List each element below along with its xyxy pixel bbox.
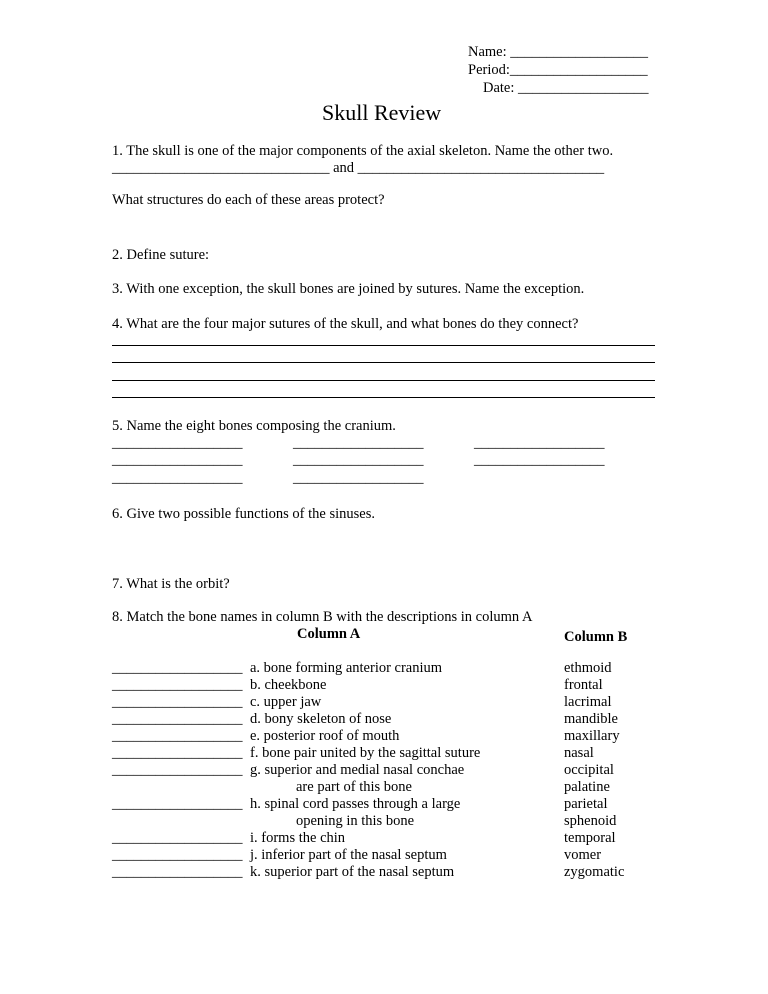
question-2: 2. Define suture:	[112, 247, 210, 263]
question-7: 7. What is the orbit?	[112, 576, 230, 592]
answer-line[interactable]	[112, 362, 655, 363]
bone-name: vomer	[564, 847, 602, 863]
bone-name: frontal	[564, 677, 603, 693]
column-b-heading: Column B	[564, 629, 628, 645]
bone-name: parietal	[564, 796, 608, 812]
cranium-blank[interactable]: __________________	[293, 470, 424, 486]
bone-name: mandible	[564, 711, 618, 727]
description-item: g. superior and medial nasal conchae	[250, 762, 465, 778]
match-blank-j[interactable]: __________________	[112, 847, 243, 863]
description-item: h. spinal cord passes through a large	[250, 796, 461, 812]
match-blank-b[interactable]: __________________	[112, 677, 243, 693]
description-item: a. bone forming anterior cranium	[250, 660, 443, 676]
question-1: 1. The skull is one of the major components of the axial skeleton. Name the other two.	[112, 143, 614, 159]
bone-name: ethmoid	[564, 660, 612, 676]
bone-name: temporal	[564, 830, 616, 846]
match-blank-e[interactable]: __________________	[112, 728, 243, 744]
match-blank-a[interactable]: __________________	[112, 660, 243, 676]
description-item: k. superior part of the nasal septum	[250, 864, 455, 880]
description-item: f. bone pair united by the sagittal suture	[250, 745, 481, 761]
answer-line[interactable]	[112, 345, 655, 346]
cranium-blank[interactable]: __________________	[112, 470, 243, 486]
description-item: j. inferior part of the nasal septum	[250, 847, 447, 863]
bone-name: sphenoid	[564, 813, 617, 829]
bone-name: palatine	[564, 779, 610, 795]
match-blank-k[interactable]: __________________	[112, 864, 243, 880]
bone-name: maxillary	[564, 728, 620, 744]
description-item: c. upper jaw	[250, 694, 322, 710]
cranium-blank[interactable]: __________________	[112, 435, 243, 451]
match-blank-f[interactable]: __________________	[112, 745, 243, 761]
bone-name: occipital	[564, 762, 614, 778]
question-1-blanks[interactable]: ______________________________ and __________________________________	[112, 160, 605, 176]
cranium-blank[interactable]: __________________	[474, 452, 605, 468]
question-8: 8. Match the bone names in column B with the descriptions in column A	[112, 609, 533, 625]
bone-name: lacrimal	[564, 694, 612, 710]
column-a-heading: Column A	[297, 626, 361, 642]
question-3: 3. With one exception, the skull bones are joined by sutures. Name the exception.	[112, 281, 585, 297]
date-field[interactable]: Date: __________________	[483, 80, 649, 96]
description-item-continued: opening in this bone	[296, 813, 415, 829]
description-item: b. cheekbone	[250, 677, 327, 693]
bone-name: zygomatic	[564, 864, 625, 880]
answer-line[interactable]	[112, 397, 655, 398]
match-blank-g[interactable]: __________________	[112, 762, 243, 778]
page-title: Skull Review	[322, 100, 442, 125]
cranium-blank[interactable]: __________________	[474, 435, 605, 451]
question-1-followup: What structures do each of these areas protect?	[112, 192, 385, 208]
cranium-blank[interactable]: __________________	[293, 435, 424, 451]
question-4: 4. What are the four major sutures of the skull, and what bones do they connect?	[112, 316, 579, 332]
period-field[interactable]: Period:___________________	[468, 62, 648, 78]
cranium-blank[interactable]: __________________	[112, 452, 243, 468]
description-item-continued: are part of this bone	[296, 779, 412, 795]
question-6: 6. Give two possible functions of the sinuses.	[112, 506, 375, 522]
match-blank-c[interactable]: __________________	[112, 694, 243, 710]
match-blank-i[interactable]: __________________	[112, 830, 243, 846]
question-5: 5. Name the eight bones composing the cranium.	[112, 418, 396, 434]
description-item: i. forms the chin	[250, 830, 346, 846]
description-item: d. bony skeleton of nose	[250, 711, 392, 727]
description-item: e. posterior roof of mouth	[250, 728, 400, 744]
match-blank-d[interactable]: __________________	[112, 711, 243, 727]
bone-name: nasal	[564, 745, 594, 761]
answer-line[interactable]	[112, 380, 655, 381]
cranium-blank[interactable]: __________________	[293, 452, 424, 468]
name-field[interactable]: Name: ___________________	[468, 44, 649, 60]
match-blank-h[interactable]: __________________	[112, 796, 243, 812]
